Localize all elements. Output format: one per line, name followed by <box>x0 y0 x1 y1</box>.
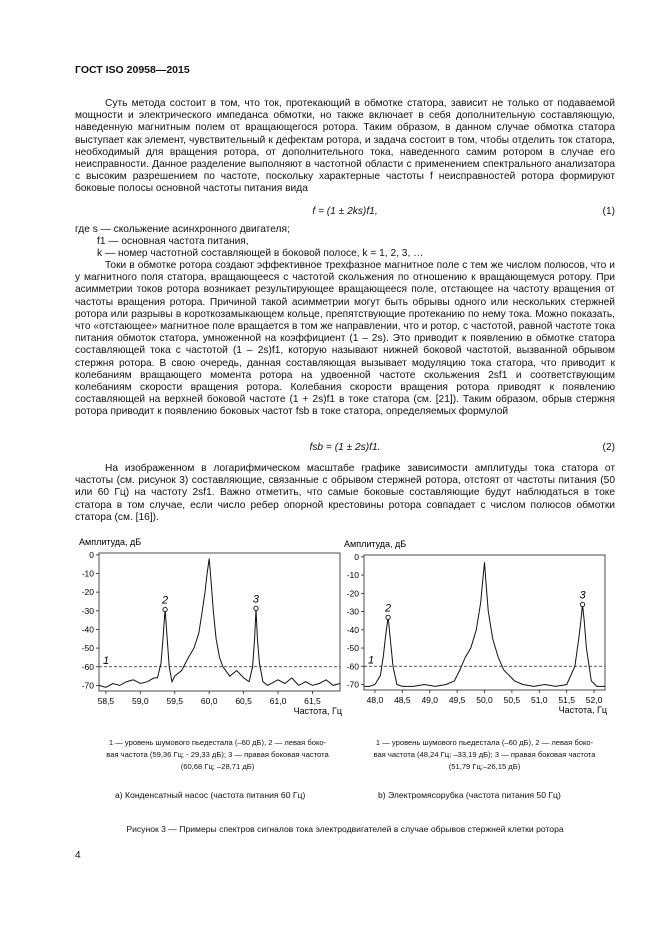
subcaption-grinder: b) Электромясорубка (частота питания 50 Гц) <box>378 790 561 800</box>
y-tick-label: -60 <box>346 661 359 672</box>
y-tick-label: -20 <box>81 587 94 598</box>
spectrum-line <box>364 562 605 686</box>
x-tick-label: 49,0 <box>421 695 439 705</box>
document-header: ГОСТ ISO 20958—2015 <box>75 64 190 76</box>
legend-line: 1 — уровень шумового пьедестала (–60 дБ), 2 — левая боко- <box>375 738 594 747</box>
x-tick-label: 50,0 <box>476 695 493 705</box>
noise-level-label: 1 <box>368 654 375 667</box>
subcaption-pump: а) Конденсатный насос (частота питания 60 Гц) <box>115 790 306 800</box>
where-line: k — номер частотной составляющей в боковой полосе, k = 1, 2, 3, … <box>97 248 424 260</box>
x-tick-label: 52,0 <box>585 695 603 705</box>
x-tick-label: 48,5 <box>394 695 411 705</box>
x-tick-label: 48,0 <box>366 695 384 705</box>
legend-line: вая частота (59,36 Гц; - 29,33 дБ); 3 — правая боковая частота <box>106 750 329 759</box>
peak-label: 2 <box>162 594 169 607</box>
y-tick-label: -50 <box>81 643 94 654</box>
formula-2-text: fsb = (1 ± 2s)f1. <box>309 442 381 453</box>
spectrum-chart-pump <box>79 533 355 728</box>
x-tick-label: 49,5 <box>448 695 466 705</box>
peak-label: 3 <box>579 589 586 602</box>
x-tick-label: 61,5 <box>304 696 321 706</box>
paragraph-rotor-currents: Токи в обмотке ротора создают эффективное трехфазное магнитное поле с тем же числом полюсов, что и у магнитного поля статора, вращающееся с частотой скольжения по отношению к вращающемуся ротору. При асимметрии токов ротора возникает результирующее вращающееся поле, отстающее на частоту вращения от частоты вращения ротора. Причиной такой асимметрии могут быть обрывы одного или нескольких стержней ротора или разрывы в короткозамыкающем кольце, препятствующие протеканию по нему тока. Можно показать, что «отстающее» магнитное поле вращается в том же направлении, что и ротор, с частотой, равной частоте тока питания обмоток статора, умноженной на коэффициент (1 – 2s). Это приводит к появлению в обмотке статора составляющей тока с частотой (1 – 2s)f1, которую называют нижней боковой частотой, вызванной обрывом стержня ротора. В свою очередь, данная составляющая вызывает модуляцию тока статора, что приводит к колебаниям вращающего момента ротора на удвоенной частоте скольжения 2sf1 и соответствующим колебаниям скорости вращения ротора. Колебания скорости вращения ротора приводят к появлению составляющей на верхней боковой частоте (1 + 2s)f1 в токе статора (см. [21]). Таким образом, обрыв стержня ротора приводит к появлению боковых частот fsb в токе статора, определяемых формулой <box>75 260 615 418</box>
y-axis-label: Амплитуда, дБ <box>79 537 142 547</box>
x-axis-label: Частота, Гц <box>293 706 342 716</box>
where-line: где s — скольжение асинхронного двигателя; <box>75 224 290 235</box>
x-tick-label: 60,5 <box>235 696 252 706</box>
paragraph-log-scale: На изображенном в логарифмическом масштабе графике зависимости амплитуды тока статора от частоты (см. рисунок 3) составляющие, связанные с обрывом стержней ротора, отстоят от частоты питания (50 или 60 Гц) на частоту 2sf1. Важно отметить, что самые боковые составляющие будут наблюдаться в токе статора в том случае, если число ребер опорной крестовины ротора совпадает с числом полюсов обмотки статора (см. [16]). <box>75 463 615 523</box>
peak-label: 2 <box>385 602 392 615</box>
legend-line: вая частота (48,24 Гц; –33,19 дБ); 3 — правая боковая частота <box>373 750 596 759</box>
y-tick-label: -30 <box>346 606 359 617</box>
noise-level-label: 1 <box>103 654 110 667</box>
legend-line: 1 — уровень шумового пьедестала (–60 дБ), 2 — левая боко- <box>108 738 327 747</box>
spectrum-chart-grinder <box>344 539 620 728</box>
plot-frame <box>364 555 605 690</box>
y-tick-label: -20 <box>346 588 359 599</box>
y-tick-label: -10 <box>81 568 94 579</box>
y-tick-label: -70 <box>81 680 94 691</box>
y-tick-label: -70 <box>346 679 359 690</box>
y-tick-label: 0 <box>89 549 94 560</box>
peak-marker <box>580 602 584 606</box>
y-tick-label: 0 <box>354 551 359 562</box>
spectrum-line <box>99 559 340 688</box>
peak-marker <box>386 615 390 619</box>
y-tick-label: -10 <box>346 570 359 581</box>
peak-marker <box>163 607 167 611</box>
x-tick-label: 51,0 <box>530 695 548 705</box>
y-tick-label: -40 <box>81 624 94 635</box>
y-axis-label: Амплитуда, дБ <box>344 539 407 549</box>
where-line: f1 — основная частота питания, <box>97 236 249 248</box>
x-tick-label: 59,0 <box>132 696 149 706</box>
y-tick-label: -30 <box>81 605 94 616</box>
x-tick-label: 60,0 <box>200 696 218 706</box>
y-tick-label: -50 <box>346 643 359 654</box>
x-axis-label: Частота, Гц <box>558 705 607 715</box>
peak-label: 3 <box>252 593 260 606</box>
page-number: 4 <box>75 850 81 861</box>
figure-legend-pump <box>85 737 350 773</box>
paragraph-method: Суть метода состоит в том, что ток, протекающий в обмотке статора, зависит не только от подаваемой мощности и электрического импеданса обмотки, но также включает в себя дополнительную составляющую, наведенную магнитным полем от вращающегося ротора. Таким образом, в данном случае обмотка статора выступает как элемент, чувствительный к дефектам ротора, и задача состоит в том, чтобы отделить ток статора, необходимый для вращения ротора, от дополнительного тока, наведенного самим ротором в случае его неисправности. Данное разделение выполняют в частотной области с применением спектрального анализатора с высоким разрешением по частоте, поскольку характерные частоты f неисправностей ротора формируют боковые полосы основной частоты питания вида <box>75 98 615 195</box>
x-tick-label: 58,5 <box>97 696 115 706</box>
formula-2-number: (2) <box>602 442 615 453</box>
legend-line: (60,68 Гц; –28,71 дБ) <box>180 762 255 771</box>
formula-1-text: f = (1 ± 2ks)f1, <box>312 206 378 217</box>
peak-marker <box>254 606 258 610</box>
formula-1-number: (1) <box>602 206 615 217</box>
plot-frame <box>99 553 340 691</box>
y-tick-label: -60 <box>81 661 94 672</box>
legend-line: (51,79 Гц;–26,15 дБ) <box>448 762 521 771</box>
x-tick-label: 51,5 <box>558 695 575 705</box>
x-tick-label: 59,5 <box>166 696 184 706</box>
figure-caption: Рисунок 3 — Примеры спектров сигналов тока электродвигателей в случае обрывов стержней клетки ротора <box>126 824 564 834</box>
figure-legend-grinder <box>352 737 617 773</box>
x-tick-label: 61,0 <box>269 696 287 706</box>
where-block <box>75 224 615 261</box>
y-tick-label: -40 <box>346 624 359 635</box>
x-tick-label: 50,5 <box>503 695 521 705</box>
